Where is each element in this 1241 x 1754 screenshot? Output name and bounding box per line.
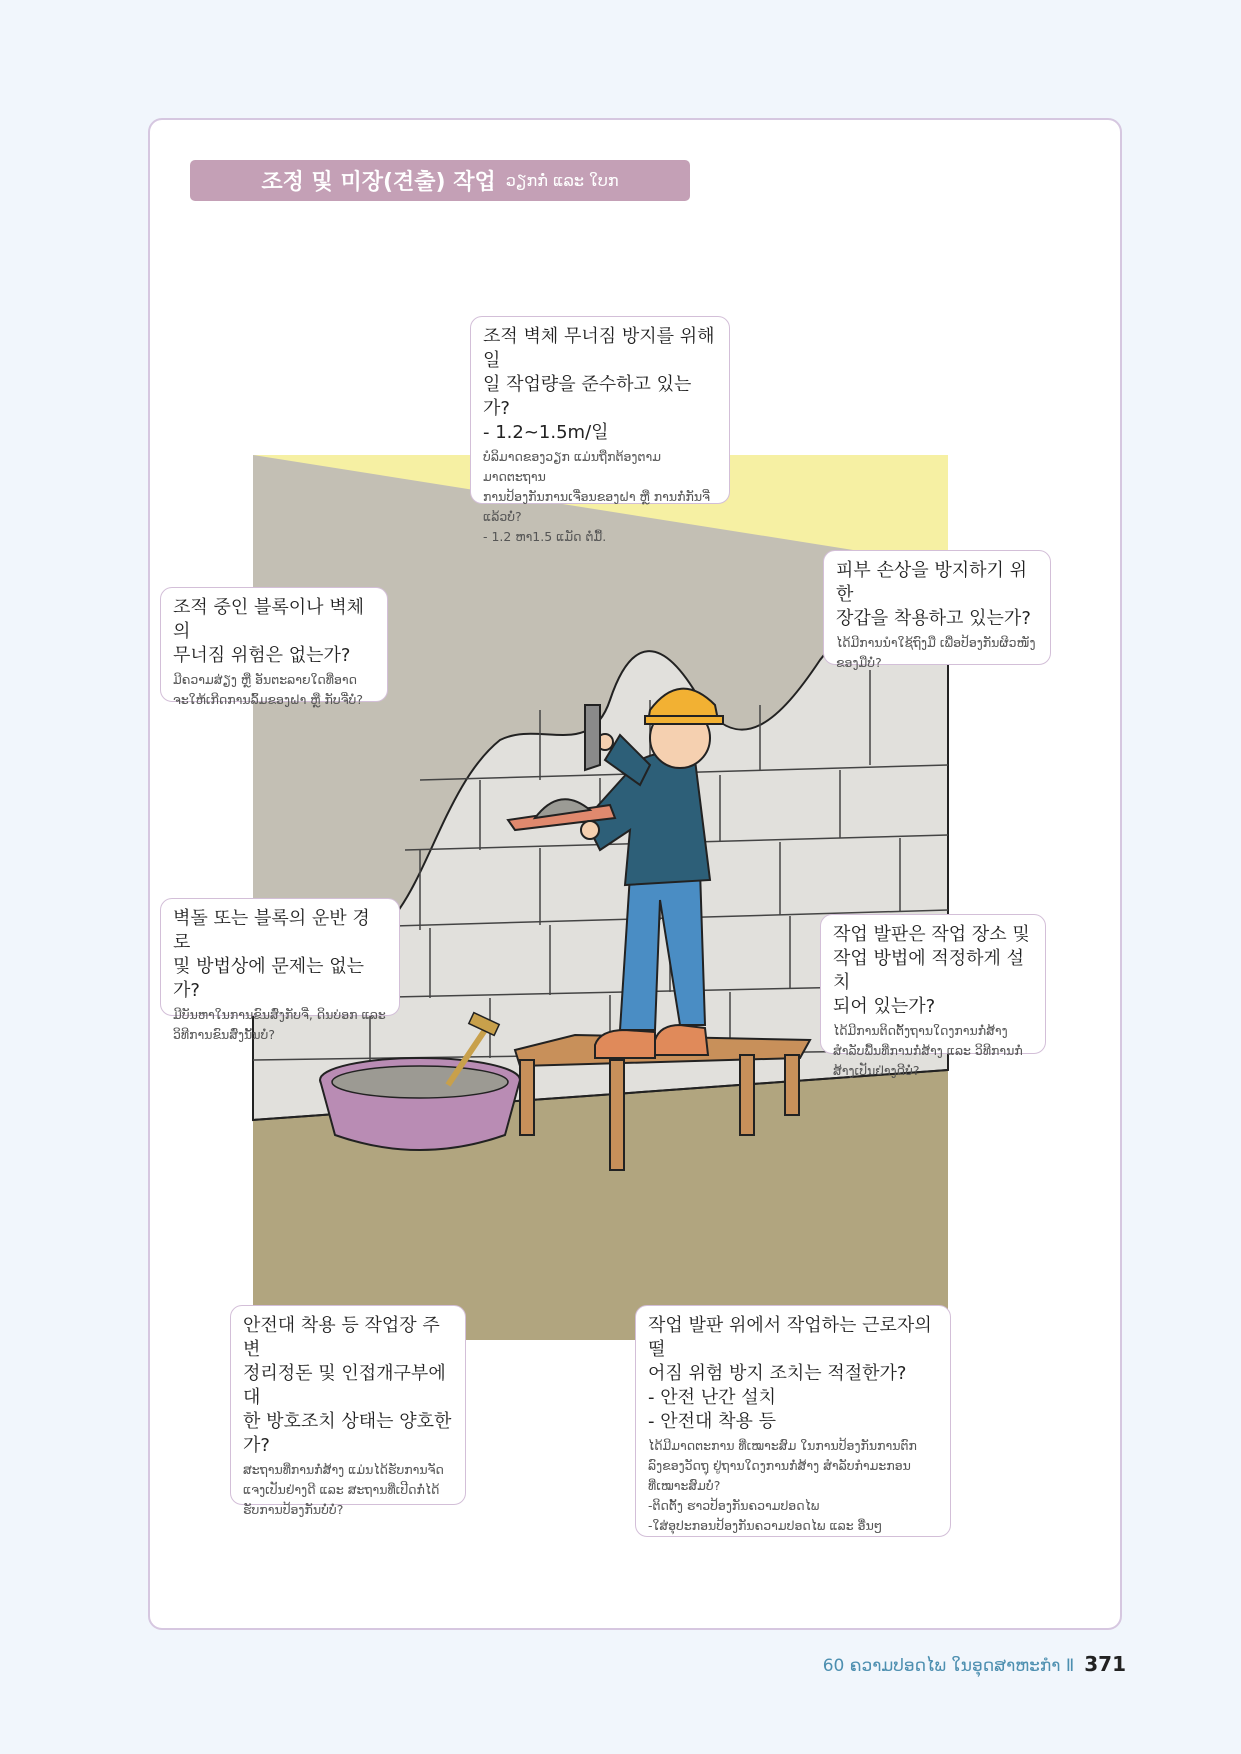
bubble-fall-ko-1: 작업 발판 위에서 작업하는 근로자의 떨 bbox=[648, 1315, 932, 1360]
bubble-daily-volume-ko-1: 조적 벽체 무너짐 방지를 위해 일 bbox=[483, 326, 715, 371]
bubble-fall-ko-3: - 안전 난간 설치 bbox=[648, 1387, 776, 1408]
bubble-housekeeping-ko-4: 가? bbox=[243, 1435, 270, 1456]
bubble-housekeeping-lo-2: ແຈງເປັນຢ່າງດີ ແລະ ສະຖານທີ່ເປີດກໍ່ໄດ້ bbox=[243, 1482, 440, 1497]
bubble-housekeeping-lo-3: ຮັບການປ້ອງກັນບໍ່ບໍ່? bbox=[243, 1502, 344, 1517]
bubble-housekeeping-ko-2: 정리정돈 및 인접개구부에 대 bbox=[243, 1363, 446, 1408]
bubble-daily-volume-ko-3: - 1.2~1.5m/일 bbox=[483, 422, 609, 443]
bubble-fall-lo-2: ລົງຂອງວັດຖຸ ຢູ່ຖານໃດງການກໍ່ສ້າງ ສໍາລັບກໍາມະກອນ bbox=[648, 1458, 911, 1473]
footer-book-title: 60 ຄວາມປອດໄພ ໃນອຸດສາຫະກໍາ Ⅱ bbox=[822, 1656, 1075, 1676]
page-number: 371 bbox=[1084, 1652, 1126, 1676]
bubble-scaffold-lo-2: ສໍາລັບພື້ນທີ່ການກໍ່ສ້າງ ແລະ ວິທີການກໍ່ bbox=[833, 1043, 1023, 1058]
bubble-daily-volume bbox=[470, 316, 730, 544]
bubble-fall-lo-3: ທີ່ເໝາະສົມບໍ່? bbox=[648, 1478, 721, 1493]
bubble-scaffold-lo-1: ໄດ້ມີການຕິດຕັ້ງຖານໃດງການກໍ່ສ້າງ bbox=[833, 1023, 1008, 1038]
bubble-collapse bbox=[160, 587, 388, 707]
bubble-transport bbox=[160, 898, 400, 1042]
bubble-collapse-lo-1: ມີຄວາມສ່ຽງ ຫຼື ອັນຕະລາຍໃດທີ່ອາດ bbox=[173, 672, 358, 687]
bubble-transport-lo-1: ມີບັນຫາໃນການຂົນສົ່ງກັບຈີ່, ດິນບ່ອກ ແລະ bbox=[173, 1007, 386, 1022]
bubble-gloves-ko-2: 장갑을 착용하고 있는가? bbox=[836, 608, 1031, 629]
bubble-daily-volume-lo-1: ບໍລິມາດຂອງວຽກ ແມ່ນຖືກຕ້ອງຕາມມາດຕະຖານ bbox=[483, 449, 661, 484]
bubble-gloves-ko-1: 피부 손상을 방지하기 위한 bbox=[836, 560, 1028, 605]
bubble-collapse-lo-2: ຈະໃຫ້ເກີດການລົ້ມຂອງຝາ ຫຼື ກັບຈີ່ບໍ່? bbox=[173, 692, 363, 707]
bubble-transport-lo-2: ວິທີການຂົນສົ່ງນັ້ນບໍ່? bbox=[173, 1027, 275, 1042]
section-subtitle: ວຽກກໍ່ ແລະ ໃບກ bbox=[505, 171, 619, 190]
bubble-fall-lo-4: -ຕິດຕັ້ງ ຮາວປ້ອງກັນຄວາມປອດໄພ bbox=[648, 1498, 820, 1513]
bubble-collapse-ko-2: 무너짐 위험은 없는가? bbox=[173, 645, 351, 666]
bubble-collapse-ko-1: 조적 중인 블록이나 벽체의 bbox=[173, 597, 365, 642]
bubble-housekeeping-ko-3: 한 방호조치 상태는 양호한 bbox=[243, 1411, 452, 1432]
bubble-transport-ko-2: 및 방법상에 문제는 없는가? bbox=[173, 956, 365, 1001]
bubble-daily-volume-lo-3: ແລ້ວບໍ່? bbox=[483, 509, 522, 524]
bubble-daily-volume-lo-2: ການປ້ອງກັນການເຈື່ອນຂອງຝາ ຫຼື ການກໍ່ກັນຈີ່ bbox=[483, 489, 710, 504]
bubble-transport-ko-1: 벽돌 또는 블록의 운반 경로 bbox=[173, 908, 370, 953]
bubble-housekeeping-ko-1: 안전대 착용 등 작업장 주변 bbox=[243, 1315, 440, 1360]
section-title: 조정 및 미장(견출) 작업 bbox=[261, 170, 496, 195]
bubble-fall-ko-4: - 안전대 착용 등 bbox=[648, 1411, 776, 1432]
bubble-scaffold-ko-3: 되어 있는가? bbox=[833, 996, 936, 1017]
bubble-scaffold-lo-3: ສ້າງເປັນຢ່າງດີບໍ່? bbox=[833, 1063, 920, 1078]
bubble-fall-prevention bbox=[635, 1305, 951, 1537]
bubble-scaffold bbox=[820, 914, 1046, 1078]
bubble-gloves-lo-2: ຂອງມືບໍ່? bbox=[836, 655, 882, 670]
bubble-scaffold-ko-1: 작업 발판은 작업 장소 및 bbox=[833, 924, 1030, 945]
bubble-daily-volume-lo-4: - 1.2 ຫາ1.5 ແມັດ ຕໍ່ມື້. bbox=[483, 529, 607, 544]
bubble-gloves bbox=[823, 550, 1051, 670]
bubble-fall-lo-5: -ໃສ່ອຸປະກອນປ້ອງກັນຄວາມປອດໄພ ແລະ ອື່ນໆ bbox=[648, 1518, 883, 1533]
bubble-scaffold-ko-2: 작업 방법에 적정하게 설치 bbox=[833, 948, 1025, 993]
page-footer bbox=[823, 1652, 1126, 1676]
bubble-fall-lo-1: ໄດ້ມີມາດຕະການ ທີ່ເໝາະສົມ ໃນການປ້ອງກັນການຕົກ bbox=[648, 1438, 917, 1453]
bubble-housekeeping-lo-1: ສະຖານທີ່ການກໍ່ສ້າງ ແມ່ນໄດ້ຮັບການຈັດ bbox=[243, 1462, 444, 1477]
bubble-gloves-lo-1: ໄດ້ມີການນໍາໃຊ້ຖົງມື ເພື່ອປ້ອງກັນຜິວໜັງ bbox=[836, 635, 1036, 650]
bubble-daily-volume-ko-2: 일 작업량을 준수하고 있는가? bbox=[483, 374, 692, 419]
bubble-fall-ko-2: 어짐 위험 방지 조치는 적절한가? bbox=[648, 1363, 907, 1384]
bubble-housekeeping bbox=[230, 1305, 466, 1517]
